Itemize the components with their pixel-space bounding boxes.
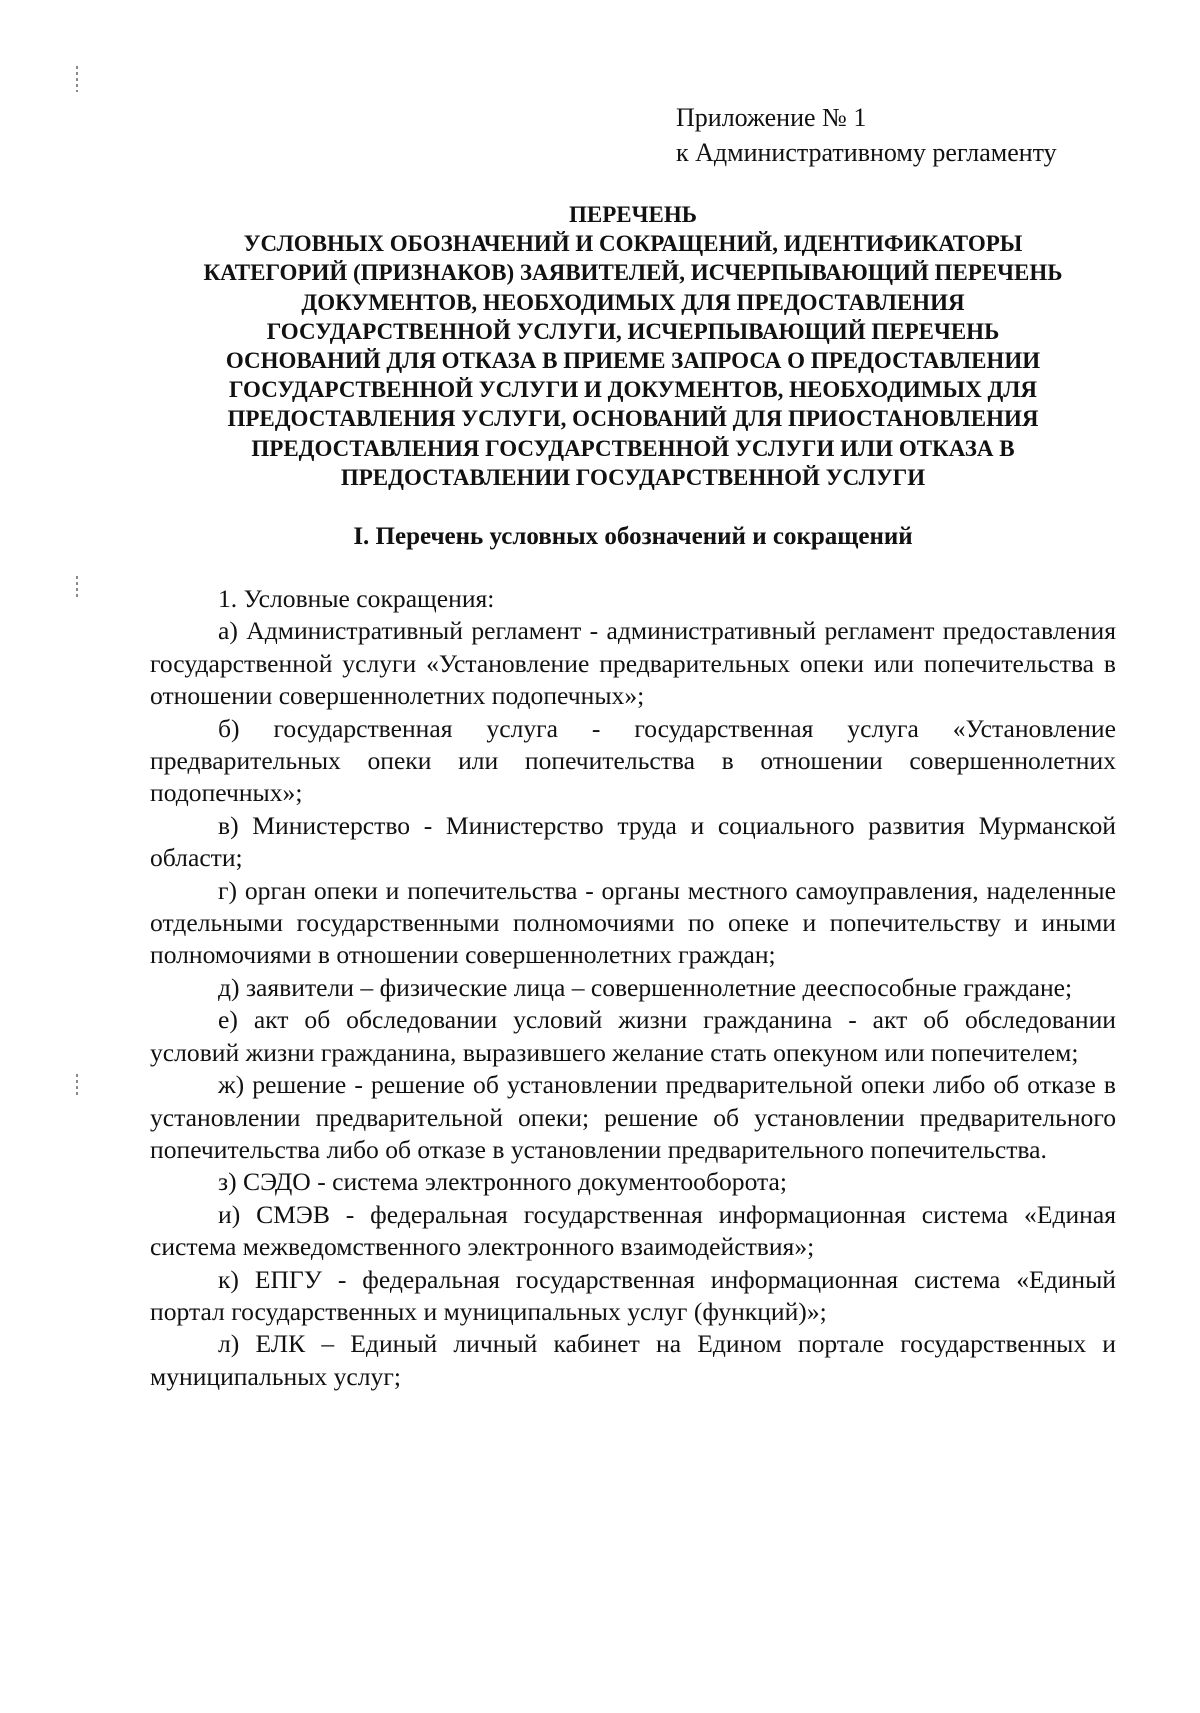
title-line: КАТЕГОРИЙ (ПРИЗНАКОВ) ЗАЯВИТЕЛЕЙ, ИСЧЕРПЫВАЮЩИЙ ПЕРЕЧЕНЬ (203, 260, 1063, 286)
paragraph-item-i: и) СМЭВ - федеральная государственная информационная система «Единая система межведомственного электронного взаимодействия»; (150, 1199, 1116, 1262)
title-line: ПРЕДОСТАВЛЕНИИ ГОСУДАРСТВЕННОЙ УСЛУГИ (340, 464, 926, 490)
paragraph-item-a: а) Административный регламент - административный регламент предоставления государственной услуги «Установление предварительных опеки или попечительства в отношении совершеннолетних подопечных»; (150, 616, 1116, 711)
title-line: ОСНОВАНИЙ ДЛЯ ОТКАЗА В ПРИЕМЕ ЗАПРОСА О ПРЕДОСТАВЛЕНИИ (225, 348, 1041, 374)
paragraph-item-g: г) орган опеки и попечительства - органы местного самоуправления, наделенные отдельными государственными полномочиями по опеке и попечительству и иными полномочиями в отношении совершеннолетних граждан; (150, 875, 1116, 970)
paragraph-item-e: е) акт об обследовании условий жизни гражданина - акт об обследовании условий жизни гражданина, выразившего желание стать опекуном или попечителем; (150, 1005, 1116, 1067)
section-heading: I. Перечень условных обозначений и сокращений (353, 523, 913, 550)
paragraph-item-b: б) государственная услуга - государственная услуга «Установление предварительных опеки или попечительства в отношении совершеннолетних подопечных»; (150, 713, 1116, 808)
paragraph-item-z: з) СЭДО - система электронного документооборота; (218, 1167, 788, 1197)
paragraph-item-v: в) Министерство - Министерство труда и социального развития Мурманской области; (150, 810, 1116, 873)
appendix-number: Приложение № 1 (676, 103, 867, 132)
title-line: ГОСУДАРСТВЕННОЙ УСЛУГИ И ДОКУМЕНТОВ, НЕОБХОДИМЫХ ДЛЯ (228, 377, 1038, 403)
scan-margin-mark (76, 576, 78, 600)
title-line: ПРЕДОСТАВЛЕНИЯ ГОСУДАРСТВЕННОЙ УСЛУГИ ИЛИ ОТКАЗА В (251, 435, 1015, 461)
scan-margin-mark (76, 66, 78, 92)
title-line: ГОСУДАРСТВЕННОЙ УСЛУГИ, ИСЧЕРПЫВАЮЩИЙ ПЕРЕЧЕНЬ (266, 318, 1000, 344)
paragraph-item-k: к) ЕПГУ - федеральная государственная информационная система «Единый портал государственных и муниципальных услуг (функций)»; (150, 1264, 1116, 1326)
title-line: ПЕРЕЧЕНЬ (569, 202, 697, 227)
document-body (150, 583, 1116, 1393)
appendix-reference: к Административному регламенту (676, 138, 1057, 167)
paragraph-item-l: л) ЕЛК – Единый личный кабинет на Едином портале государственных и муниципальных услуг; (150, 1329, 1116, 1391)
title-line: ДОКУМЕНТОВ, НЕОБХОДИМЫХ ДЛЯ ПРЕДОСТАВЛЕНИЯ (301, 289, 965, 315)
appendix-header (676, 100, 1116, 170)
document-title (150, 200, 1116, 492)
paragraph-item-d: д) заявители – физические лица – совершеннолетние дееспособные граждане; (218, 972, 1073, 1002)
paragraph-item-zh: ж) решение - решение об установлении предварительной опеки либо об отказе в установлении предварительной опеки; решение об установлении предварительного попечительства либо об отказе в установлении предварительного попечительства. (150, 1070, 1116, 1164)
title-line: УСЛОВНЫХ ОБОЗНАЧЕНИЙ И СОКРАЩЕНИЙ, ИДЕНТИФИКАТОРЫ (243, 231, 1023, 257)
scan-margin-mark (76, 1074, 78, 1098)
paragraph-intro: 1. Условные сокращения: (218, 584, 495, 613)
title-line: ПРЕДОСТАВЛЕНИЯ УСЛУГИ, ОСНОВАНИЙ ДЛЯ ПРИОСТАНОВЛЕНИЯ (227, 406, 1039, 432)
